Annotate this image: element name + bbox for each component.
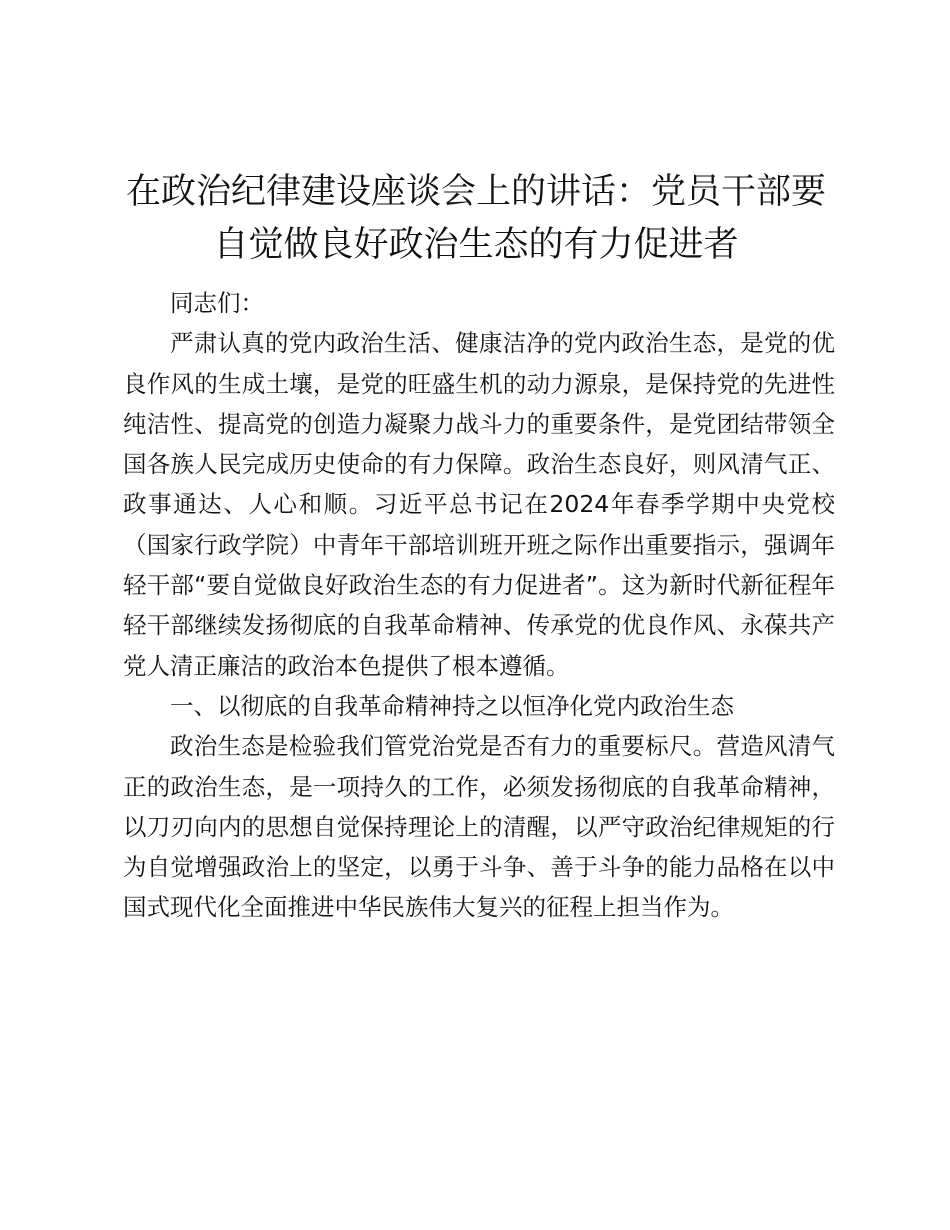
paragraph-2: 政治生态是检验我们管党治党是否有力的重要标尺。营造风清气正的政治生态，是一项持久的工作，必须发扬彻底的自我革命精神，以刀刃向内的思想自觉保持理论上的清醒，以严守政治纪律规矩的行为自觉增强政治上的坚定，以勇于斗争、善于斗争的能力品格在以中国式现代化全面推进中华民族伟大复兴的征程上担当作为。 [123,732,835,922]
title-line-2: 自觉做良好政治生态的有力促进者 [213,225,739,265]
title-line-1: 在政治纪律建设座谈会上的讲话：党员干部要 [125,172,826,212]
section-heading-1: 一、以彻底的自我革命精神持之以恒净化党内政治生态 [170,691,734,720]
paragraph-1: 严肃认真的党内政治生活、健康洁净的党内政治生态，是党的优良作风的生成土壤，是党的旺盛生机的动力源泉，是保持党的先进性纯洁性、提高党的创造力凝聚力战斗力的重要条件，是党团结带领全国各族人民完成历史使命的有力保障。政治生态良好，则风清气正、政事通达、人心和顺。习近平总书记在2024年春季学期中央党校（国家行政学院）中青年干部培训班开班之际作出重要指示，强调年轻干部“要自觉做良好政治生态的有力促进者”。这为新时代新征程年轻干部继续发扬彻底的自我革命精神、传承党的优良作风、永葆共产党人清正廉洁的政治本色提供了根本遵循。 [123,329,835,680]
document-body [123,283,835,928]
salutation: 同志们： [170,289,264,317]
document-title [118,166,834,272]
